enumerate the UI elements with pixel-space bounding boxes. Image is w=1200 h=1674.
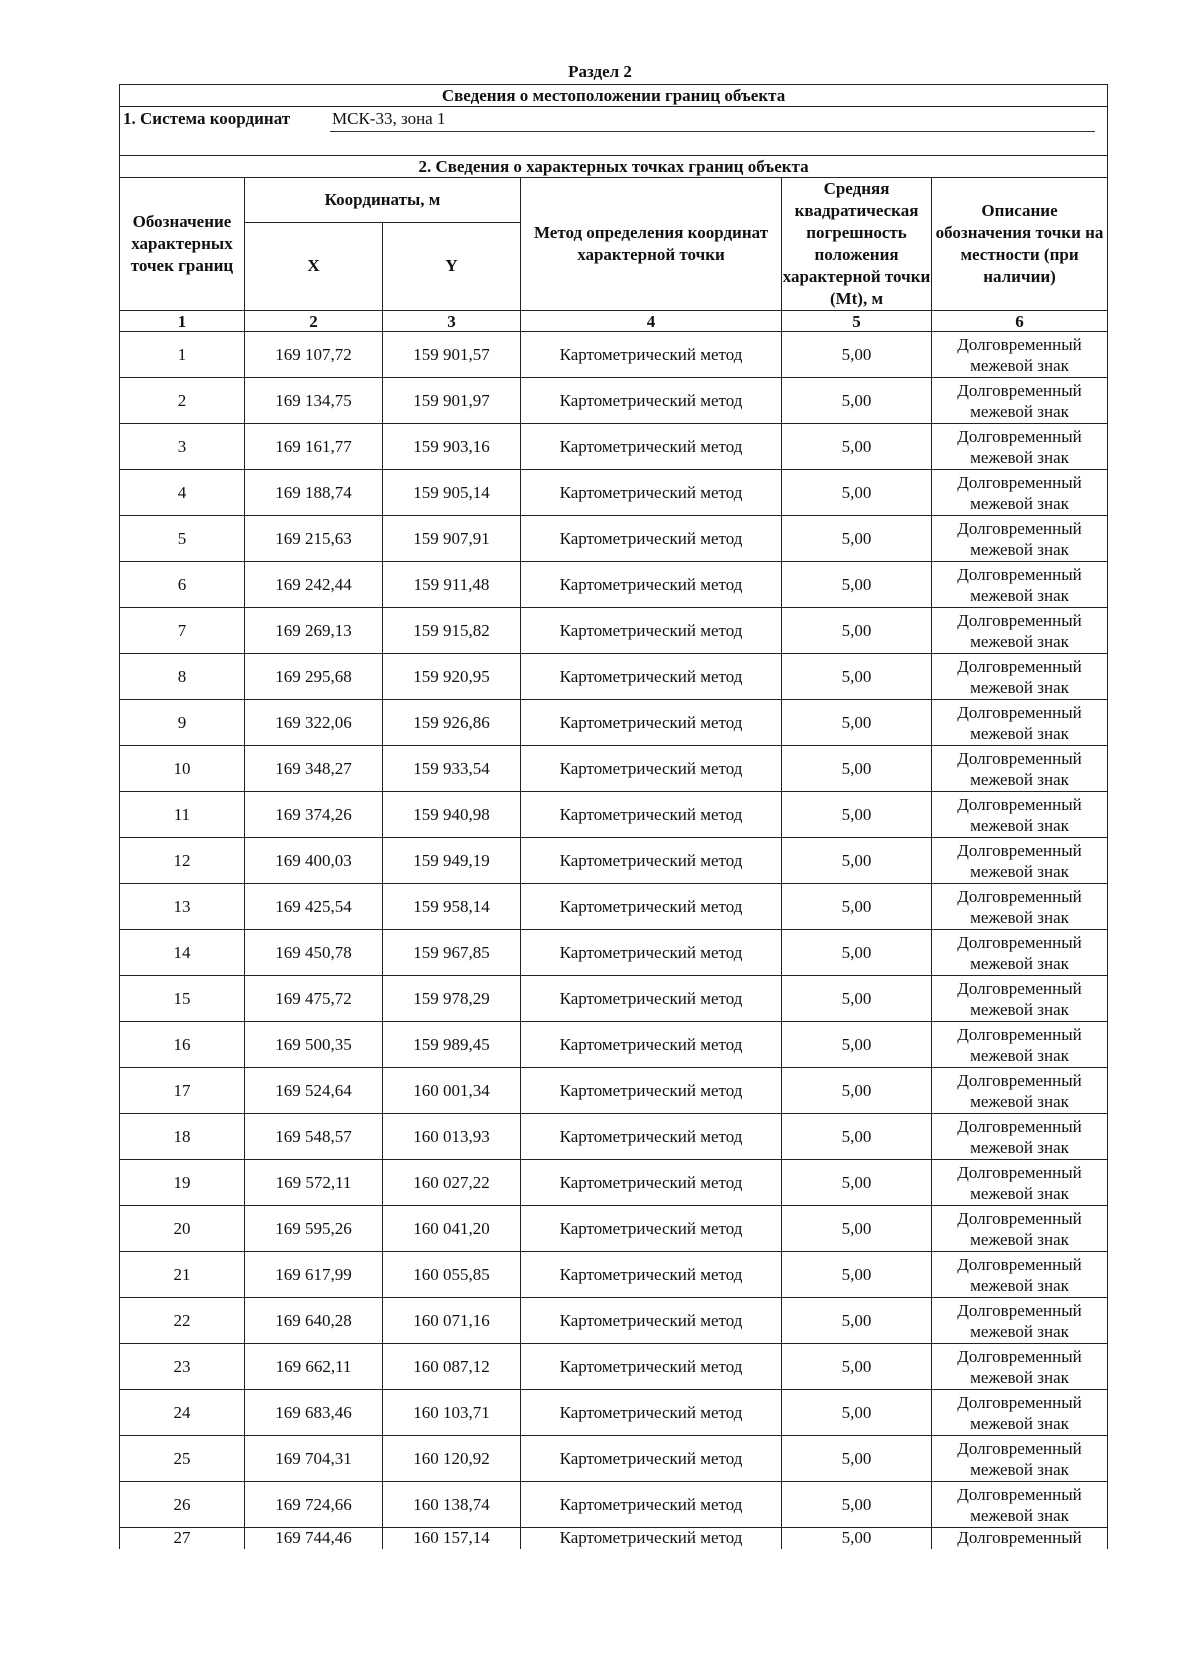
point-number: 7 [120, 608, 245, 654]
coordinate-x: 169 662,11 [245, 1344, 383, 1390]
table-row [120, 1482, 1108, 1528]
coordinate-y: 160 041,20 [383, 1206, 521, 1252]
error-cell: 5,00 [782, 1206, 932, 1252]
description-cell: Долговременный межевой знак [932, 700, 1108, 746]
table-row [120, 470, 1108, 516]
coordinate-y: 159 967,85 [383, 930, 521, 976]
description-cell: Долговременный межевой знак [932, 562, 1108, 608]
table-row [120, 1390, 1108, 1436]
coordinate-y: 159 901,57 [383, 332, 521, 378]
coordinate-y: 159 915,82 [383, 608, 521, 654]
point-number: 9 [120, 700, 245, 746]
method-cell: Картометрический метод [521, 1482, 782, 1528]
coordinate-y: 159 905,14 [383, 470, 521, 516]
table-row [120, 1298, 1108, 1344]
description-cell: Долговременный межевой знак [932, 1252, 1108, 1298]
points-info-title: 2. Сведения о характерных точках границ объекта [120, 156, 1108, 178]
error-cell: 5,00 [782, 884, 932, 930]
point-number: 21 [120, 1252, 245, 1298]
point-number: 22 [120, 1298, 245, 1344]
coordinate-x: 169 548,57 [245, 1114, 383, 1160]
table-row [120, 516, 1108, 562]
method-cell: Картометрический метод [521, 700, 782, 746]
description-cell: Долговременный межевой знак [932, 1482, 1108, 1528]
header-y: Y [383, 222, 521, 310]
error-cell: 5,00 [782, 700, 932, 746]
point-number: 27 [120, 1528, 245, 1550]
column-number: 6 [932, 311, 1108, 332]
description-cell: Долговременный межевой знак [932, 746, 1108, 792]
table-row [120, 746, 1108, 792]
table-row [120, 976, 1108, 1022]
method-cell: Картометрический метод [521, 838, 782, 884]
table-row [120, 700, 1108, 746]
description-cell: Долговременный межевой знак [932, 792, 1108, 838]
point-number: 13 [120, 884, 245, 930]
method-cell: Картометрический метод [521, 1344, 782, 1390]
error-cell: 5,00 [782, 562, 932, 608]
method-cell: Картометрический метод [521, 884, 782, 930]
coordinate-x: 169 269,13 [245, 608, 383, 654]
table-row [120, 1114, 1108, 1160]
location-info-title: Сведения о местоположении границ объекта [120, 85, 1108, 107]
description-cell: Долговременный межевой знак [932, 1206, 1108, 1252]
description-cell: Долговременный межевой знак [932, 930, 1108, 976]
description-cell: Долговременный межевой знак [932, 1436, 1108, 1482]
coordinate-y: 159 926,86 [383, 700, 521, 746]
table-row [120, 1528, 1108, 1550]
error-cell: 5,00 [782, 516, 932, 562]
table-row [120, 562, 1108, 608]
method-cell: Картометрический метод [521, 654, 782, 700]
point-number: 20 [120, 1206, 245, 1252]
coordinate-y: 160 087,12 [383, 1344, 521, 1390]
column-numbers-row [120, 311, 1108, 332]
coordinate-x: 169 595,26 [245, 1206, 383, 1252]
coordinate-x: 169 425,54 [245, 884, 383, 930]
table-row [120, 838, 1108, 884]
description-cell: Долговременный межевой знак [932, 516, 1108, 562]
error-cell: 5,00 [782, 378, 932, 424]
method-cell: Картометрический метод [521, 1528, 782, 1550]
table-row [120, 378, 1108, 424]
coordinate-y: 159 911,48 [383, 562, 521, 608]
description-cell: Долговременный межевой знак [932, 1390, 1108, 1436]
coordinate-system-label: 1. Система координат [123, 109, 291, 128]
coordinate-y: 159 901,97 [383, 378, 521, 424]
coordinate-x: 169 683,46 [245, 1390, 383, 1436]
coordinate-x: 169 348,27 [245, 746, 383, 792]
point-number: 3 [120, 424, 245, 470]
table-row [120, 1022, 1108, 1068]
table-row [120, 1068, 1108, 1114]
coordinate-x: 169 500,35 [245, 1022, 383, 1068]
method-cell: Картометрический метод [521, 470, 782, 516]
error-cell: 5,00 [782, 930, 932, 976]
description-cell: Долговременный межевой знак [932, 838, 1108, 884]
error-cell: 5,00 [782, 1528, 932, 1550]
error-cell: 5,00 [782, 1344, 932, 1390]
error-cell: 5,00 [782, 1390, 932, 1436]
table-row [120, 1436, 1108, 1482]
table-row [120, 792, 1108, 838]
point-number: 1 [120, 332, 245, 378]
method-cell: Картометрический метод [521, 792, 782, 838]
method-cell: Картометрический метод [521, 1390, 782, 1436]
coordinate-x: 169 724,66 [245, 1482, 383, 1528]
coordinate-x: 169 374,26 [245, 792, 383, 838]
coordinate-y: 159 989,45 [383, 1022, 521, 1068]
table-row [120, 930, 1108, 976]
header-method: Метод определения координат характерной точки [521, 178, 782, 311]
method-cell: Картометрический метод [521, 746, 782, 792]
coordinate-y: 160 157,14 [383, 1528, 521, 1550]
coordinate-x: 169 242,44 [245, 562, 383, 608]
error-cell: 5,00 [782, 1436, 932, 1482]
method-cell: Картометрический метод [521, 1022, 782, 1068]
description-cell: Долговременный [932, 1528, 1108, 1550]
method-cell: Картометрический метод [521, 332, 782, 378]
description-cell: Долговременный межевой знак [932, 608, 1108, 654]
method-cell: Картометрический метод [521, 1252, 782, 1298]
column-number: 1 [120, 311, 245, 332]
error-cell: 5,00 [782, 1114, 932, 1160]
point-number: 19 [120, 1160, 245, 1206]
method-cell: Картометрический метод [521, 1068, 782, 1114]
error-cell: 5,00 [782, 1482, 932, 1528]
description-cell: Долговременный межевой знак [932, 1160, 1108, 1206]
coordinate-x: 169 215,63 [245, 516, 383, 562]
error-cell: 5,00 [782, 1068, 932, 1114]
point-rows [120, 332, 1108, 1550]
description-cell: Долговременный межевой знак [932, 332, 1108, 378]
coordinate-x: 169 400,03 [245, 838, 383, 884]
table-row [120, 1344, 1108, 1390]
point-number: 6 [120, 562, 245, 608]
error-cell: 5,00 [782, 654, 932, 700]
coordinate-y: 159 958,14 [383, 884, 521, 930]
coordinate-x: 169 450,78 [245, 930, 383, 976]
error-cell: 5,00 [782, 1022, 932, 1068]
coordinate-x: 169 161,77 [245, 424, 383, 470]
coordinate-x: 169 295,68 [245, 654, 383, 700]
method-cell: Картометрический метод [521, 608, 782, 654]
table-row [120, 332, 1108, 378]
column-number: 2 [245, 311, 383, 332]
coordinate-x: 169 322,06 [245, 700, 383, 746]
coordinate-y: 160 055,85 [383, 1252, 521, 1298]
method-cell: Картометрический метод [521, 1436, 782, 1482]
error-cell: 5,00 [782, 1160, 932, 1206]
error-cell: 5,00 [782, 838, 932, 884]
table-row [120, 608, 1108, 654]
point-number: 18 [120, 1114, 245, 1160]
description-cell: Долговременный межевой знак [932, 1114, 1108, 1160]
coordinate-y: 160 138,74 [383, 1482, 521, 1528]
column-number: 5 [782, 311, 932, 332]
error-cell: 5,00 [782, 332, 932, 378]
description-cell: Долговременный межевой знак [932, 1298, 1108, 1344]
coordinate-y: 159 920,95 [383, 654, 521, 700]
method-cell: Картометрический метод [521, 1114, 782, 1160]
header-description: Описание обозначения точки на местности (при наличии) [932, 178, 1108, 311]
point-number: 23 [120, 1344, 245, 1390]
error-cell: 5,00 [782, 424, 932, 470]
table-row [120, 1206, 1108, 1252]
table-row [120, 424, 1108, 470]
column-number: 4 [521, 311, 782, 332]
coordinate-x: 169 107,72 [245, 332, 383, 378]
method-cell: Картометрический метод [521, 424, 782, 470]
description-cell: Долговременный межевой знак [932, 1344, 1108, 1390]
point-number: 10 [120, 746, 245, 792]
description-cell: Долговременный межевой знак [932, 470, 1108, 516]
coordinate-x: 169 617,99 [245, 1252, 383, 1298]
method-cell: Картометрический метод [521, 378, 782, 424]
coordinate-y: 159 903,16 [383, 424, 521, 470]
header-x: X [245, 222, 383, 310]
table-row [120, 654, 1108, 700]
coordinate-y: 160 001,34 [383, 1068, 521, 1114]
point-number: 2 [120, 378, 245, 424]
point-number: 8 [120, 654, 245, 700]
coordinate-y: 159 949,19 [383, 838, 521, 884]
description-cell: Долговременный межевой знак [932, 884, 1108, 930]
coordinate-y: 160 071,16 [383, 1298, 521, 1344]
point-number: 24 [120, 1390, 245, 1436]
point-number: 25 [120, 1436, 245, 1482]
method-cell: Картометрический метод [521, 930, 782, 976]
coordinate-x: 169 572,11 [245, 1160, 383, 1206]
point-number: 16 [120, 1022, 245, 1068]
coordinate-y: 159 978,29 [383, 976, 521, 1022]
coordinate-y: 160 027,22 [383, 1160, 521, 1206]
coordinate-y: 160 120,92 [383, 1436, 521, 1482]
method-cell: Картометрический метод [521, 976, 782, 1022]
description-cell: Долговременный межевой знак [932, 1068, 1108, 1114]
coordinate-y: 160 103,71 [383, 1390, 521, 1436]
coordinate-y: 160 013,93 [383, 1114, 521, 1160]
coordinate-system-underline [330, 131, 1095, 132]
coordinate-y: 159 940,98 [383, 792, 521, 838]
coordinate-x: 169 744,46 [245, 1528, 383, 1550]
point-number: 14 [120, 930, 245, 976]
error-cell: 5,00 [782, 1298, 932, 1344]
header-designation: Обозначение характерных точек границ [120, 178, 245, 311]
coordinate-y: 159 907,91 [383, 516, 521, 562]
description-cell: Долговременный межевой знак [932, 424, 1108, 470]
error-cell: 5,00 [782, 1252, 932, 1298]
error-cell: 5,00 [782, 976, 932, 1022]
table-row [120, 1252, 1108, 1298]
header-coordinates: Координаты, м [245, 178, 521, 223]
coordinate-y: 159 933,54 [383, 746, 521, 792]
coordinate-system-value: МСК-33, зона 1 [332, 109, 446, 128]
table-row [120, 884, 1108, 930]
error-cell: 5,00 [782, 792, 932, 838]
description-cell: Долговременный межевой знак [932, 976, 1108, 1022]
coordinate-x: 169 704,31 [245, 1436, 383, 1482]
description-cell: Долговременный межевой знак [932, 1022, 1108, 1068]
method-cell: Картометрический метод [521, 1160, 782, 1206]
point-number: 4 [120, 470, 245, 516]
method-cell: Картометрический метод [521, 562, 782, 608]
coordinate-system-row [120, 107, 1108, 156]
description-cell: Долговременный межевой знак [932, 654, 1108, 700]
coordinate-x: 169 134,75 [245, 378, 383, 424]
method-cell: Картометрический метод [521, 516, 782, 562]
table-row [120, 1160, 1108, 1206]
point-number: 15 [120, 976, 245, 1022]
column-number: 3 [383, 311, 521, 332]
point-number: 5 [120, 516, 245, 562]
coordinate-x: 169 475,72 [245, 976, 383, 1022]
method-cell: Картометрический метод [521, 1298, 782, 1344]
boundary-table [119, 84, 1108, 1549]
header-error: Средняя квадратическая погрешность положения характерной точки (Mt), м [782, 178, 932, 311]
coordinate-x: 169 640,28 [245, 1298, 383, 1344]
point-number: 12 [120, 838, 245, 884]
section-title: Раздел 2 [568, 62, 632, 81]
error-cell: 5,00 [782, 608, 932, 654]
point-number: 26 [120, 1482, 245, 1528]
method-cell: Картометрический метод [521, 1206, 782, 1252]
error-cell: 5,00 [782, 746, 932, 792]
description-cell: Долговременный межевой знак [932, 378, 1108, 424]
point-number: 11 [120, 792, 245, 838]
error-cell: 5,00 [782, 470, 932, 516]
coordinate-x: 169 524,64 [245, 1068, 383, 1114]
point-number: 17 [120, 1068, 245, 1114]
coordinate-x: 169 188,74 [245, 470, 383, 516]
